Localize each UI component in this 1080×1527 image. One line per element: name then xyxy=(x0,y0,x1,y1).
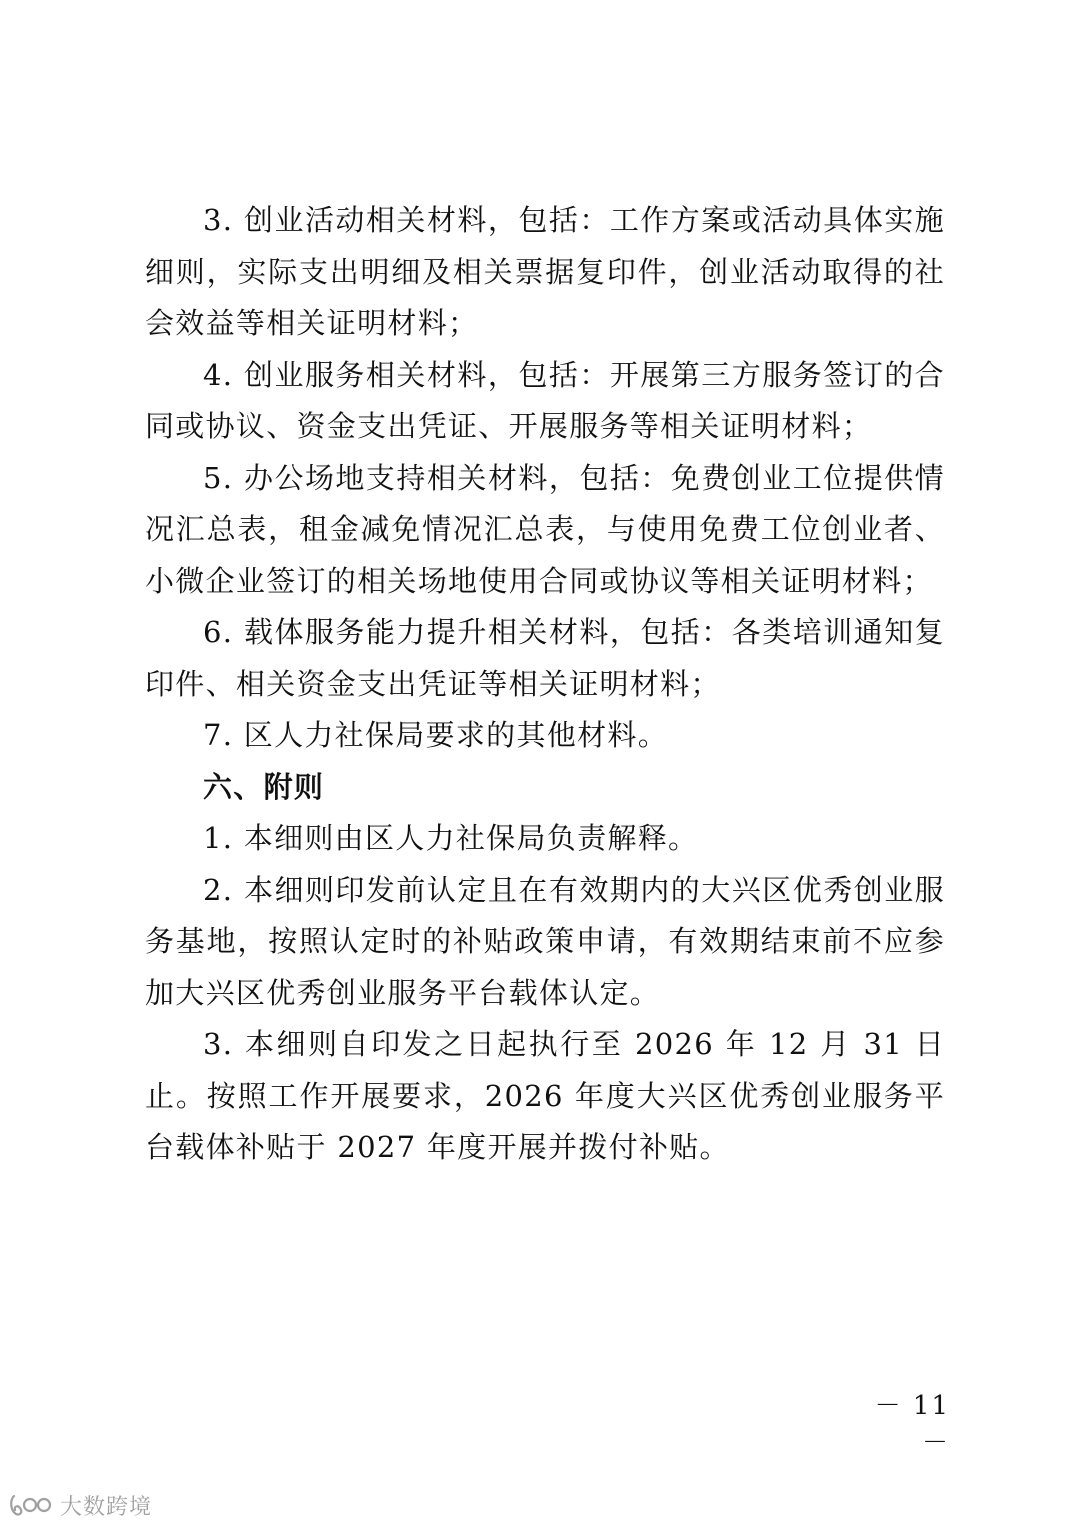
section-paragraph-2: 2. 本细则印发前认定且在有效期内的大兴区优秀创业服务基地，按照认定时的补贴政策申请，有效期结束前不应参加大兴区优秀创业服务平台载体认定。 xyxy=(145,872,945,1010)
paragraph-item-7: 7. 区人力社保局要求的其他材料。 xyxy=(203,718,668,752)
page-number: － 11 － xyxy=(874,1391,950,1458)
document-body xyxy=(145,195,945,1174)
section-heading: 六、附则 xyxy=(203,769,325,804)
watermark-text: 大数跨境 xyxy=(60,1494,153,1520)
section-paragraph-1: 1. 本细则由区人力社保局负责解释。 xyxy=(203,821,699,855)
paragraph-item-5: 5. 办公场地支持相关材料，包括：免费创业工位提供情况汇总表，租金减免情况汇总表，与使用免费工位创业者、小微企业签订的相关场地使用合同或协议等相关证明材料； xyxy=(145,460,945,598)
paragraph-item-3: 3. 创业活动相关材料，包括：工作方案或活动具体实施细则，实际支出明细及相关票据复印件，创业活动取得的社会效益等相关证明材料； xyxy=(145,203,945,340)
watermark xyxy=(8,1490,152,1520)
paragraph-item-4: 4. 创业服务相关材料，包括：开展第三方服务签订的合同或协议、资金支出凭证、开展服务等相关证明材料； xyxy=(145,357,945,443)
brand-logo-icon xyxy=(8,1492,54,1518)
paragraph-item-6: 6. 载体服务能力提升相关材料，包括：各类培训通知复印件、相关资金支出凭证等相关证明材料； xyxy=(145,615,945,701)
section-paragraph-3: 3. 本细则自印发之日起执行至 2026 年 12 月 31 日止。按照工作开展要求，2026 年度大兴区优秀创业服务平台载体补贴于 2027 年度开展并拨付补贴。 xyxy=(145,1027,945,1164)
